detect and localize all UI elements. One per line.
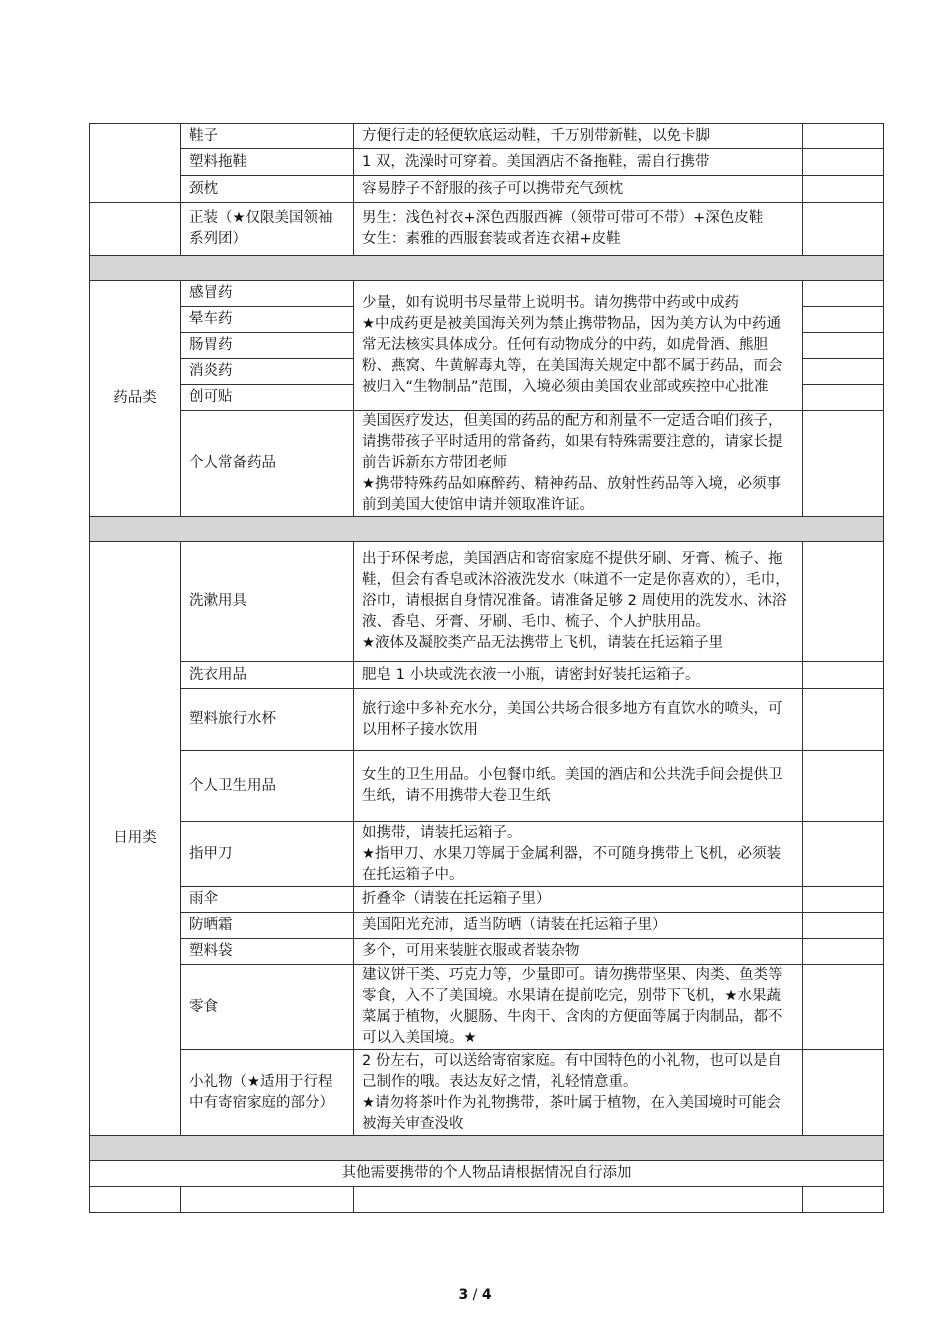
item-name: 正装（★仅限美国领袖系列团）	[181, 203, 354, 256]
desc-line: ★请勿将茶叶作为礼物携带，茶叶属于植物，在入美国境时可能会被海关审查没收	[362, 1094, 781, 1132]
check-cell	[803, 281, 884, 307]
item-description: 1 双，洗澡时可穿着。美国酒店不备拖鞋，需自行携带	[354, 149, 803, 176]
table-row	[90, 1050, 884, 1136]
item-name: 指甲刀	[181, 822, 354, 887]
category-medicine: 药品类	[90, 281, 181, 517]
item-name: 消炎药	[181, 359, 354, 385]
category-cell-empty	[90, 203, 181, 256]
check-cell	[803, 124, 884, 149]
check-cell	[803, 176, 884, 203]
check-cell	[803, 965, 884, 1050]
item-name: 防晒霜	[181, 913, 354, 939]
section-separator	[90, 1136, 884, 1161]
item-name: 个人常备药品	[181, 411, 354, 517]
item-description	[354, 542, 803, 662]
check-cell	[803, 689, 884, 751]
item-name: 创可贴	[181, 385, 354, 411]
item-name: 塑料旅行水杯	[181, 689, 354, 751]
item-description	[354, 822, 803, 887]
desc-line: 男生：浅色衬衣+深色西服西裤（领带可带可不带）+深色皮鞋	[362, 210, 764, 226]
check-cell	[803, 203, 884, 256]
section-separator	[90, 517, 884, 542]
item-description	[354, 689, 803, 751]
desc-line: 少量，如有说明书尽量带上说明书。请勿携带中药或中成药	[362, 295, 739, 311]
item-description	[354, 203, 803, 256]
desc-line: ★液体及凝胶类产品无法携带上飞机，请装在托运箱子里	[362, 635, 723, 651]
check-cell	[803, 913, 884, 939]
item-description	[354, 913, 803, 939]
item-name: 颈枕	[181, 176, 354, 203]
item-name: 洗漱用具	[181, 542, 354, 662]
desc-line: 肥皂 1 小块或洗衣液一小瓶，请密封好装托运箱子。	[362, 666, 700, 683]
check-cell	[803, 385, 884, 411]
check-cell	[803, 939, 884, 965]
desc-line: 美国阳光充沛，适当防晒（请装在托运箱子里）	[362, 917, 667, 933]
table-row	[90, 281, 884, 307]
item-name: 小礼物（★适用于行程中有寄宿家庭的部分）	[181, 1050, 354, 1136]
table-row	[90, 887, 884, 913]
item-name: 洗衣用品	[181, 662, 354, 689]
item-description	[354, 411, 803, 517]
table-row	[90, 662, 884, 689]
packing-checklist-table	[89, 123, 884, 1213]
item-description	[354, 965, 803, 1050]
desc-line: 多个，可用来装脏衣服或者装杂物	[362, 943, 580, 959]
item-name: 雨伞	[181, 887, 354, 913]
desc-line: ★中成药更是被美国海关列为禁止携带物品，因为美方认为中药通常无法核实具体成分。任何有动物成分的中药，如虎骨酒、熊胆粉、燕窝、牛黄解毒丸等，在美国海关规定中都不属于药品，而会被归入“生物制品”范围，入境必须由美国农业部或疾控中心批准	[362, 316, 783, 395]
item-description	[354, 939, 803, 965]
check-cell	[803, 1050, 884, 1136]
check-cell	[803, 307, 884, 333]
desc-line: 如携带，请装托运箱子。	[362, 824, 522, 841]
check-cell	[803, 149, 884, 176]
table-row	[90, 939, 884, 965]
desc-line: 美国医疗发达，但美国的药品的配方和剂量不一定适合咱们孩子，请携带孩子平时适用的常备药，如果有特殊需要注意的，请家长提前告诉新东方带团老师	[362, 413, 783, 471]
table-row	[90, 411, 884, 517]
item-name: 塑料袋	[181, 939, 354, 965]
table-row	[90, 965, 884, 1050]
table-row	[90, 124, 884, 149]
empty-cell	[90, 1187, 181, 1213]
check-cell	[803, 359, 884, 385]
table-row	[90, 751, 884, 822]
table-row	[90, 149, 884, 176]
category-daily: 日用类	[90, 542, 181, 1136]
desc-line: 旅行途中多补充水分，美国公共场合很多地方有直饮水的喷头，可以用杯子接水饮用	[362, 700, 783, 738]
item-description	[354, 662, 803, 689]
check-cell	[803, 542, 884, 662]
item-name: 晕车药	[181, 307, 354, 333]
check-cell	[803, 887, 884, 913]
category-cell-empty	[90, 124, 181, 203]
item-name: 鞋子	[181, 124, 354, 149]
item-description: 容易脖子不舒服的孩子可以携带充气颈枕	[354, 176, 803, 203]
empty-cell	[354, 1187, 803, 1213]
table-row	[90, 203, 884, 256]
check-cell	[803, 662, 884, 689]
desc-line: 女生的卫生用品。小包餐巾纸。美国的酒店和公共洗手间会提供卫生纸，请不用携带大卷卫生纸	[362, 767, 783, 804]
check-cell	[803, 333, 884, 359]
item-description: 方便行走的轻便软底运动鞋，千万别带新鞋，以免卡脚	[354, 124, 803, 149]
page-separator: /	[468, 1287, 482, 1303]
item-description	[354, 887, 803, 913]
footer-note: 其他需要携带的个人物品请根据情况自行添加	[90, 1161, 884, 1187]
page-number	[0, 1287, 950, 1303]
item-name: 塑料拖鞋	[181, 149, 354, 176]
table-row-empty	[90, 1187, 884, 1213]
check-cell	[803, 822, 884, 887]
desc-line: 出于环保考虑，美国酒店和寄宿家庭不提供牙刷、牙膏、梳子、拖鞋，但会有香皂或沐浴液洗发水（味道不一定是你喜欢的），毛巾，浴巾，请根据自身情况准备。请准备足够 2 周使用的洗发水、沐浴液、香皂、牙膏、牙刷、毛巾、梳子、个人护肤用品。	[362, 551, 790, 630]
desc-line: 2 份左右，可以送给寄宿家庭。有中国特色的小礼物，也可以是自己制作的哦。表达友好之情，礼轻情意重。	[362, 1052, 782, 1090]
medicine-shared-description	[354, 281, 803, 411]
section-separator	[90, 256, 884, 281]
empty-cell	[803, 1187, 884, 1213]
item-description	[354, 751, 803, 822]
desc-line: 建议饼干类、巧克力等，少量即可。请勿携带坚果、肉类、鱼类等零食，入不了美国境。水果请在提前吃完，别带下飞机，★水果蔬菜属于植物，火腿肠、牛肉干、含肉的方便面等属于肉制品，都不可以入美国境。★	[362, 967, 783, 1046]
page-total: 4	[481, 1287, 492, 1303]
item-name: 零食	[181, 965, 354, 1050]
desc-line: ★指甲刀、水果刀等属于金属利器，不可随身携带上飞机，必须装在托运箱子中。	[362, 845, 781, 883]
check-cell	[803, 751, 884, 822]
table-row	[90, 689, 884, 751]
desc-line: 折叠伞（请装在托运箱子里）	[362, 891, 551, 907]
table-row	[90, 176, 884, 203]
item-name: 个人卫生用品	[181, 751, 354, 822]
desc-line: ★携带特殊药品如麻醉药、精神药品、放射性药品等入境，必须事前到美国大使馆申请并领取准许证。	[362, 476, 781, 513]
empty-cell	[181, 1187, 354, 1213]
check-cell	[803, 411, 884, 517]
table-row	[90, 822, 884, 887]
item-name: 肠胃药	[181, 333, 354, 359]
page-current: 3	[458, 1287, 469, 1303]
table-row	[90, 542, 884, 662]
item-description	[354, 1050, 803, 1136]
table-row	[90, 1161, 884, 1187]
desc-line: 女生：素雅的西服套装或者连衣裙+皮鞋	[362, 231, 621, 247]
item-name: 感冒药	[181, 281, 354, 307]
table-row	[90, 913, 884, 939]
